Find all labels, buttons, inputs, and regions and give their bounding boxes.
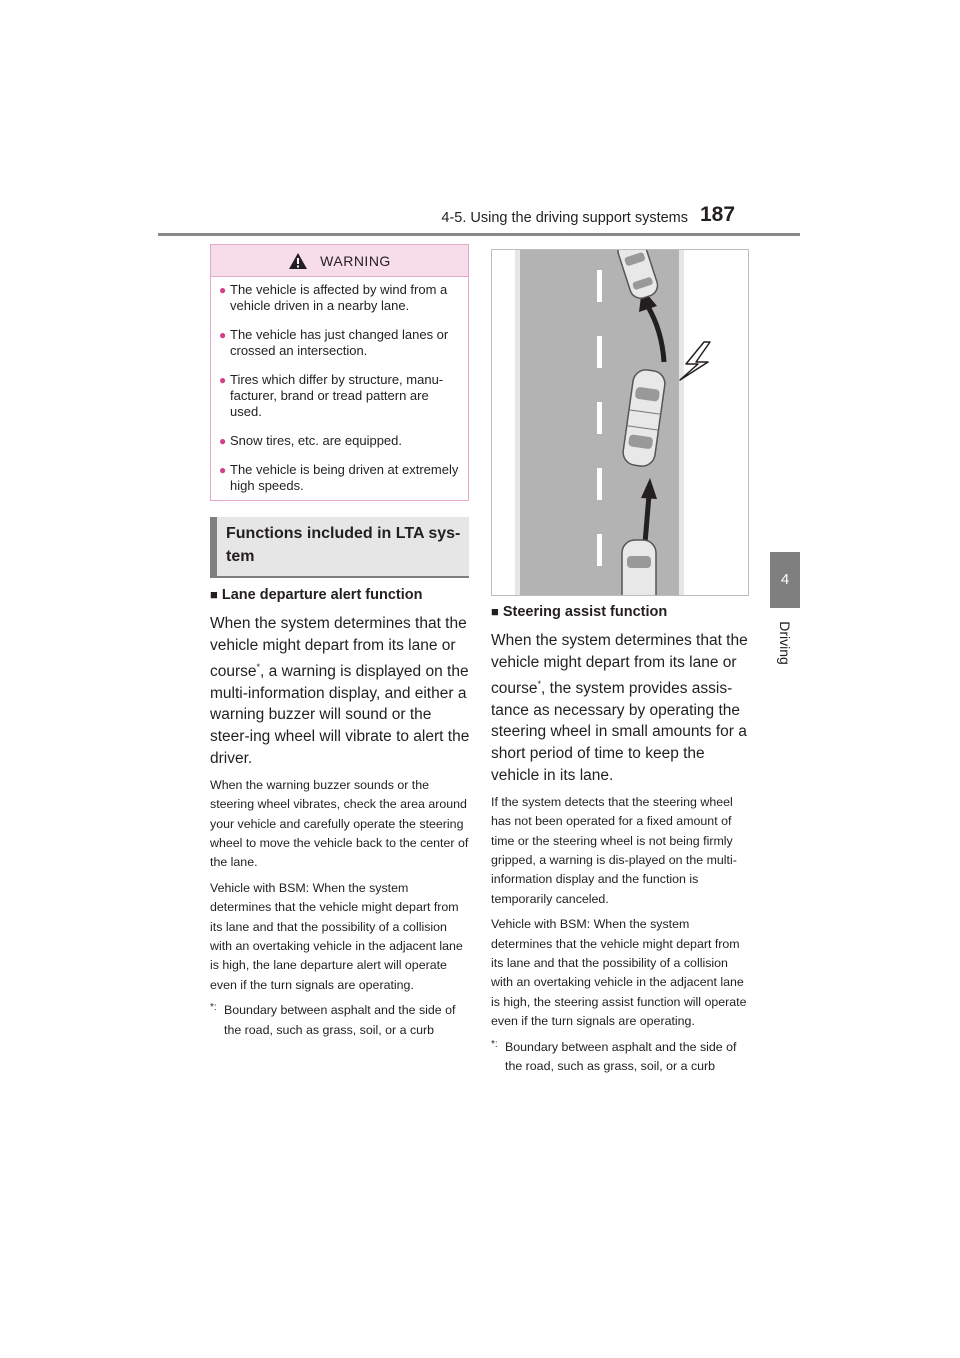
footnote-marker: * (256, 661, 261, 672)
bullet-icon: ● (219, 373, 227, 387)
square-bullet-icon: ■ (491, 604, 499, 619)
steering-assist-bsm-note: Vehicle with BSM: When the system determines that the vehicle might depart from its lane and that the possibility of a collision with an overtaking vehicle in the adjacent lane is high, the steering assist function will operate even if the turn signals are operating. (491, 917, 747, 1029)
road-edge-left (515, 250, 520, 596)
bullet-icon: ● (219, 434, 227, 448)
lane-departure-note: When the warning buzzer sounds or the steering wheel vibrates, check the area around your vehicle and carefully operate the steering wheel to move the vehicle back to the center of the lane. (210, 777, 469, 870)
page-number: 187 (700, 203, 736, 226)
warning-box (210, 244, 469, 501)
steering-vibration-icon (680, 342, 710, 380)
square-bullet-icon: ■ (210, 587, 218, 602)
warning-triangle-icon (288, 252, 308, 270)
warning-item-text: Snow tires, etc. are equipped. (230, 433, 402, 448)
lane-departure-title-text: Lane departure alert function (221, 587, 423, 603)
chapter-label-text: Driving (777, 621, 793, 665)
steering-assist-note: If the system detects that the steering wheel has not been operated for a fixed amount of time or the steering wheel is not being firmly gripped, a warning is dis-played on the multi-information display and the function is temporarily canceled. (491, 794, 737, 906)
warning-item (219, 372, 460, 420)
warning-item-text: Tires which differ by structure, manu-facturer, brand or tread pattern are used. (230, 372, 444, 419)
car-bottom (622, 540, 656, 596)
lead-text-before: When the system determines that the vehicle might depart from its lane or course (491, 632, 748, 697)
warning-item (219, 462, 460, 494)
footnote-mark: *: (210, 1002, 217, 1014)
warning-header (211, 245, 468, 277)
warning-item-text: The vehicle is being driven at extremely high speeds. (230, 462, 459, 493)
lane-departure-bsm-note: Vehicle with BSM: When the system determines that the vehicle might depart from its lane and that the possibility of a collision with an overtaking vehicle in the adjacent lane is high, the lane departure alert will operate even if the turn signals are operating. (210, 880, 463, 992)
warning-list (211, 277, 468, 494)
lead-text-after: , the system provides assis-tance as necessary by operating the steering wheel in small amounts for a short period of time to keep the vehicle in its lane. (491, 679, 747, 784)
lane-departure-title (210, 585, 470, 605)
header-section-title: 4-5. Using the driving support systems (441, 210, 688, 226)
lead-text-before: When the system determines that the vehicle might depart from its lane or course (210, 615, 467, 680)
lane-diagram-svg (492, 250, 749, 596)
bullet-icon: ● (219, 328, 227, 342)
steering-assist-title (491, 602, 749, 622)
header-divider (158, 233, 800, 236)
footnote-text: Boundary between asphalt and the side of the road, such as grass, soil, or a curb (505, 1039, 737, 1074)
lane-departure-lead (210, 613, 470, 770)
warning-item-text: The vehicle is affected by wind from a vehicle driven in a nearby lane. (230, 282, 448, 313)
warning-item (219, 327, 460, 359)
bullet-icon: ● (219, 463, 227, 477)
steering-assist-section (491, 602, 749, 1076)
lane-diagram (491, 249, 749, 596)
warning-item (219, 433, 460, 449)
footnote-text: Boundary between asphalt and the side of the road, such as grass, soil, or a curb (224, 1003, 456, 1037)
section-heading-line2: tem (226, 548, 255, 565)
lead-text-after: , a warning is displayed on the multi-information display, and either a warning buzzer will sound or the steer-ing wheel will vibrate to alert the driver. (210, 662, 470, 767)
footnote-mark: *: (491, 1038, 498, 1050)
warning-title: WARNING (320, 252, 391, 269)
warning-item-text: The vehicle has just changed lanes or crossed an intersection. (230, 327, 449, 358)
chapter-label (767, 613, 803, 673)
section-heading-line1: Functions included in LTA sys- (226, 525, 461, 542)
section-heading (210, 517, 469, 578)
footnote-marker: * (537, 678, 542, 689)
lane-departure-section (210, 585, 470, 1040)
road-edge-right (679, 250, 684, 596)
steering-assist-title-text: Steering assist function (502, 604, 668, 620)
bullet-icon: ● (219, 283, 227, 297)
lane-departure-footnote (210, 1001, 470, 1040)
chapter-tab: 4 (770, 552, 800, 608)
warning-item (219, 282, 460, 314)
steering-assist-lead (491, 630, 749, 787)
steering-assist-footnote (491, 1038, 749, 1077)
